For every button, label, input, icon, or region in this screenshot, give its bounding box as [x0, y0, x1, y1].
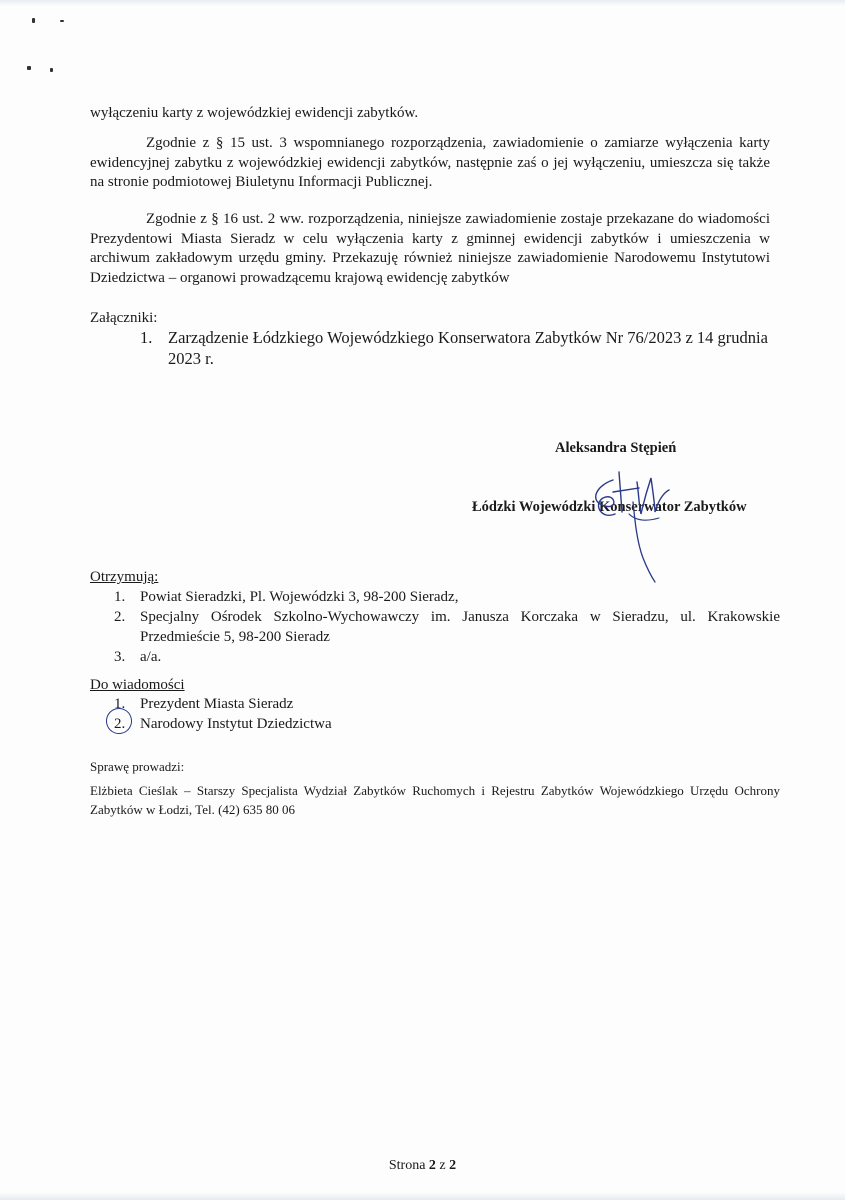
- attachment-text: Zarządzenie Łódzkiego Wojewódzkiego Konserwatora Zabytków Nr 76/2023 z 14 grudnia 2023 r.: [168, 328, 768, 368]
- scan-speck: [27, 66, 31, 70]
- scan-speck: [60, 20, 64, 22]
- paragraph-section-15: Zgodnie z § 15 ust. 3 wspomnianego rozporządzenia, zawiadomienie o zamiarze wyłączenia karty ewidencyjnej zabytku z wojewódzkiej ewidencji zabytków, następnie zaś o jej wyłączeniu, umieszcza się także na stronie podmiotowej Biuletynu Informacji Publicznej.: [90, 135, 770, 190]
- attachments-label: Załączniki:: [90, 310, 158, 326]
- page-number-separator: z: [435, 1158, 450, 1173]
- page-number: [0, 1158, 845, 1174]
- list-item-number: 1.: [114, 696, 126, 712]
- list-item-text: Prezydent Miasta Sieradz: [140, 696, 294, 712]
- page-number-current: 2: [428, 1158, 436, 1173]
- signatory-title: Łódzki Wojewódzki Konserwator Zabytków: [472, 499, 747, 515]
- page-number-total: 2: [449, 1158, 457, 1173]
- recipients-list: [90, 587, 780, 667]
- list-item-number: 2.: [114, 609, 126, 625]
- recipients-label: Otrzymują:: [90, 569, 159, 585]
- list-item: [90, 647, 780, 667]
- paragraph-section-16: Zgodnie z § 16 ust. 2 ww. rozporządzenia, niniejsze zawiadomienie zostaje przekazane do wiadomości Prezydentowi Miasta Sieradz w celu wyłączenia karty z gminnej ewidencji zabytków i umieszczenia w archiwum zakładowym urzędu gminy. Przekazuję również niniejsze zawiadomienie Narodowemu Instytutowi Dziedzictwa – organowi prowadzącemu krajową ewidencję zabytków: [90, 211, 770, 286]
- for-information-list: [90, 694, 780, 734]
- list-item-number: 2.: [114, 716, 126, 732]
- scan-speck: [50, 68, 53, 72]
- for-information-label: Do wiadomości: [90, 677, 185, 693]
- list-item: [90, 587, 780, 607]
- continued-paragraph: wyłączeniu karty z wojewódzkiej ewidencji zabytków.: [90, 105, 419, 121]
- list-item: [90, 714, 780, 734]
- scan-bottom-edge: [0, 1192, 845, 1200]
- handled-by-text: Elżbieta Cieślak – Starszy Specjalista Wydział Zabytków Ruchomych i Rejestru Zabytków Wojewódzkiego Urzędu Ochrony Zabytków w Łodzi, Tel. (42) 635 80 06: [90, 783, 780, 817]
- handwritten-signature: [575, 462, 715, 587]
- list-item-text: a/a.: [140, 649, 162, 665]
- signatory-name: Aleksandra Stępień: [555, 440, 677, 456]
- scan-top-edge: [0, 0, 845, 6]
- list-item-text: Narodowy Instytut Dziedzictwa: [140, 716, 332, 732]
- list-item: [90, 607, 780, 647]
- attachment-number: 1.: [140, 328, 153, 347]
- attachment-item: [140, 327, 780, 369]
- handled-by-label: Sprawę prowadzi:: [90, 759, 185, 774]
- list-item-number: 1.: [114, 589, 126, 605]
- list-item-text: Powiat Sieradzki, Pl. Wojewódzki 3, 98-200 Sieradz,: [140, 589, 459, 605]
- list-item-number: 3.: [114, 649, 126, 665]
- page-number-prefix: Strona: [388, 1158, 429, 1173]
- list-item: [90, 694, 780, 714]
- scan-speck: [32, 18, 35, 23]
- list-item-text: Specjalny Ośrodek Szkolno-Wychowawczy im. Janusza Korczaka w Sieradzu, ul. Krakowskie Przedmieście 5, 98-200 Sieradz: [140, 609, 780, 645]
